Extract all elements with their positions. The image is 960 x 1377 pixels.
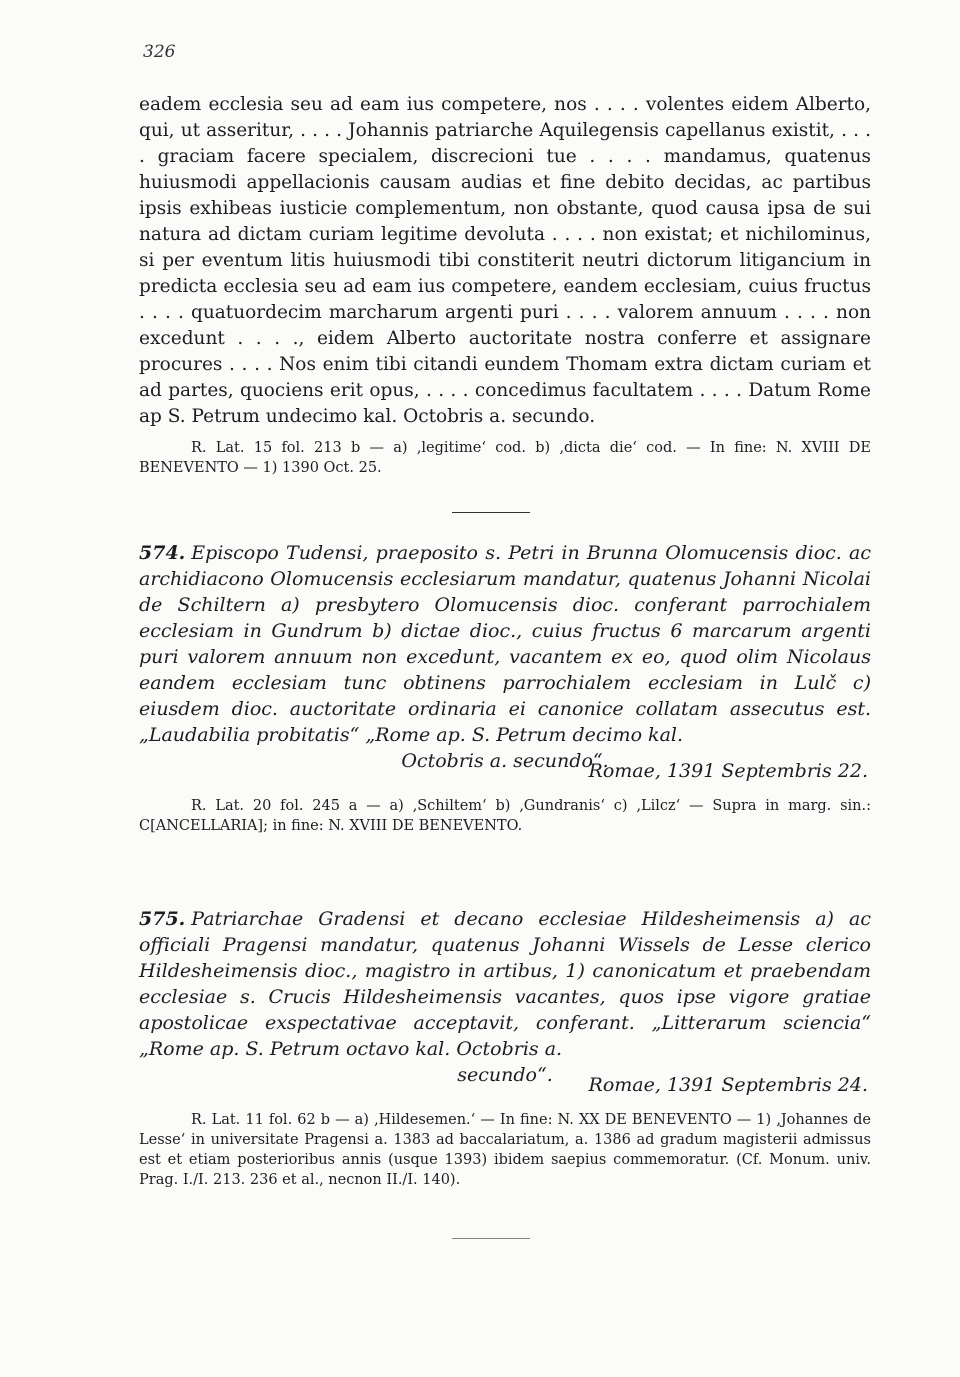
document-575-date: Romae, 1391 Septembris 24.: [588, 1074, 868, 1096]
document-574-date: Romae, 1391 Septembris 22.: [588, 760, 868, 782]
footnote-paragraph: R. Lat. 11 fol. 62 b — a) ‚Hildesemen.‘ — In fine: N. XX DE BENEVENTO — 1) ‚Johannes de Lesse‘ in universitate Pragensi a. 1383 ad baccalariatum, a. 1386 ad gradum magisterii admissus est et etiam posterioribus annis (usque 1393) ibidem saepius commemoratur. (Cf. Monum. univ. Prag. I./I. 213. 236 et al., necnon II./I. 140).: [139, 1112, 871, 1188]
document-572-note: [139, 438, 871, 478]
document-number: 575.: [139, 908, 186, 930]
document-number: 574.: [139, 542, 186, 564]
regest-text: Patriarchae Gradensi et decano ecclesiae Hildesheimensis a) ac officiali Pragensi mandatur, quatenus Johanni Wissels de Lesse clerico Hildesheimensis dioc., magistro in artibus, 1) canonicatum et praebendam ecclesiae s. Crucis Hildesheimensis vacantes, quos ipse vigore gratiae apostolicae exspectativae acceptavit, conferant. „Litterarum sciencia“ „Rome ap. S. Petrum octavo kal. Octobris a.: [139, 908, 871, 1060]
regest-closing: Octobris a. secundo“.: [401, 750, 609, 772]
document-575: [139, 906, 871, 1088]
document-575-note: [139, 1110, 871, 1190]
footnote-paragraph: R. Lat. 20 fol. 245 a — a) ‚Schiltem‘ b) ‚Gundranis‘ c) ‚Lilcz‘ — Supra in marg. sin.: C[ANCELLARIA]; in fine: N. XVIII DE BENEVENTO.: [139, 798, 871, 834]
page-number: 326: [143, 42, 176, 62]
regest-closing: secundo“.: [457, 1064, 553, 1086]
document-572-tail: [139, 92, 871, 430]
separator-rule: [452, 512, 530, 513]
separator-rule: [452, 1238, 530, 1239]
footnote-paragraph: R. Lat. 15 fol. 213 b — a) ‚legitime‘ cod. b) ‚dicta die‘ cod. — In fine: N. XVIII DE BENEVENTO — 1) 1390 Oct. 25.: [139, 440, 871, 476]
body-paragraph: eadem ecclesia seu ad eam ius competere, nos . . . . volentes eidem Alberto, qui, ut asseritur, . . . . Johannis patriarche Aquilegensis capellanus existit, . . . . graciam facere specialem, discrecioni tue . . . . mandamus, quatenus huiusmodi appellacionis causam audias et fine debito decidas, ac partibus ipsis exhibeas iusticie complementum, non obstante, quod causa ipsa de sui natura ad dictam curiam legitime devoluta . . . . non existat; et nichilominus, si per eventum litis huiusmodi tibi constiterit neutri dictorum litigancium in predicta ecclesia seu ad eam ius competere, eandem ecclesiam, cuius fructus . . . . quatuordecim marcharum argenti puri . . . . valorem annuum . . . . non excedunt . . . ., eidem Alberto auctoritate nostra conferre et assignare procures . . . . Nos enim tibi citandi eundem Thomam extra dictam curiam et ad partes, quociens erit opus, . . . . concedimus facultatem . . . . Datum Rome ap S. Petrum undecimo kal. Octobris a. secundo.: [139, 94, 871, 427]
document-574: [139, 540, 871, 774]
regest-text: Episcopo Tudensi, praeposito s. Petri in Brunna Olomucensis dioc. ac archidiacono Olomucensis ecclesiarum mandatur, quatenus Johanni Nicolai de Schiltern a) presbytero Olomucensis dioc. conferant parrochialem ecclesiam in Gundrum b) dictae dioc., cuius fructus 6 marcarum argenti puri valorem annuum non excedunt, vacantem ex eo, quod olim Nicolaus eandem ecclesiam tunc obtinens parrochialem ecclesiam in Lulč c) eiusdem dioc. auctoritate ordinaria ei canonice collatam assecutus est. „Laudabilia probitatis“ „Rome ap. S. Petrum decimo kal.: [139, 542, 871, 746]
document-574-note: [139, 796, 871, 836]
